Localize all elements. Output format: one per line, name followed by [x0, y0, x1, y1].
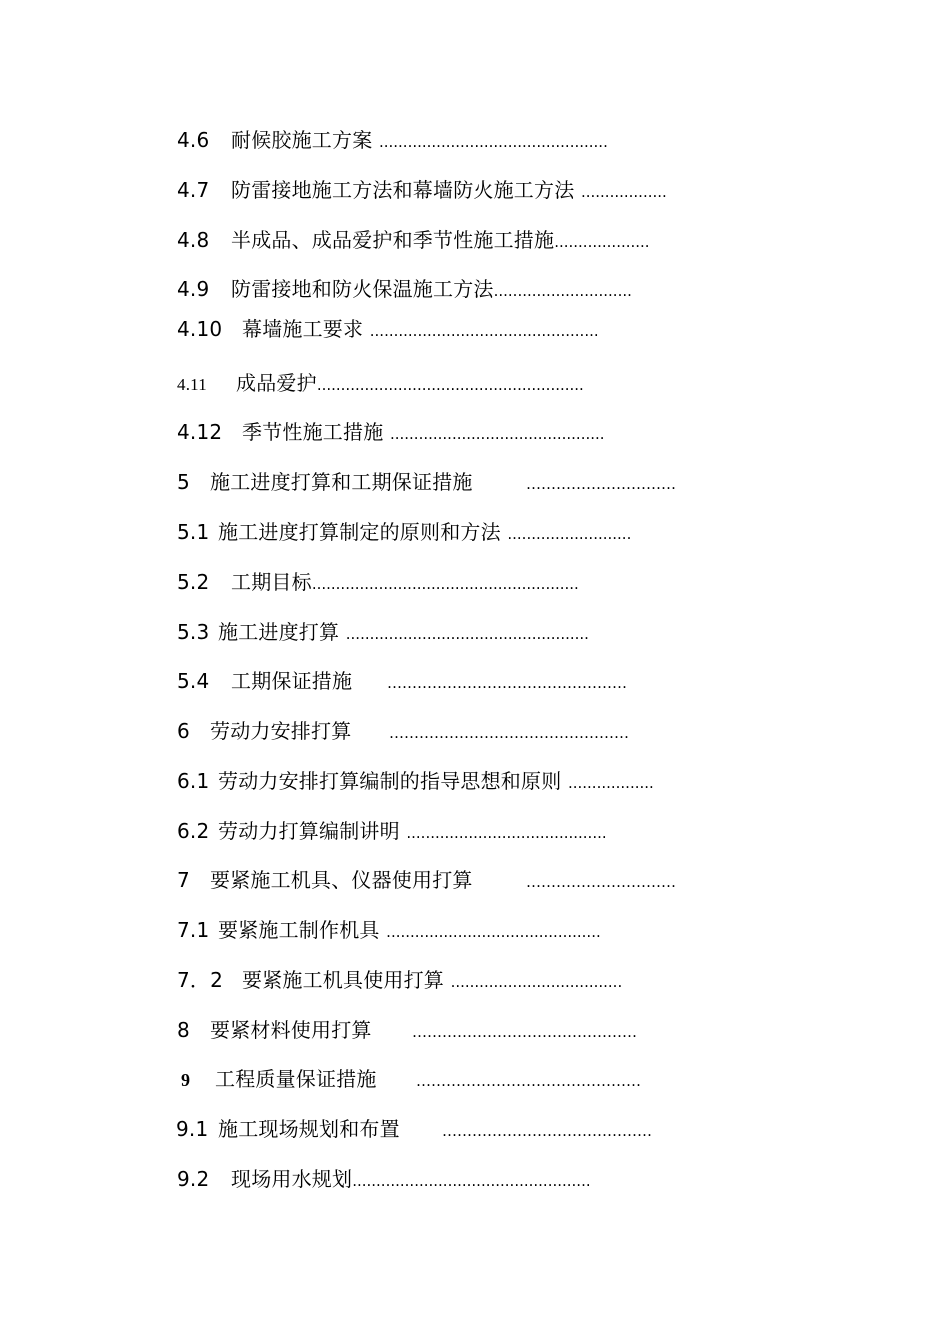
toc-entry-6-2 [177, 818, 607, 846]
toc-leader-dots: ………………………………………… [387, 674, 627, 692]
toc-entry-9-2 [177, 1166, 591, 1194]
toc-entry-8 [177, 1017, 637, 1045]
toc-leader-dots: ........................................................ [311, 575, 579, 593]
toc-title: 施工进度打算制定的原则和方法 [218, 520, 501, 544]
toc-entry-4-8 [177, 227, 650, 255]
toc-number: 4.11 [177, 375, 207, 394]
toc-entry-6 [177, 718, 629, 746]
toc-leader-dots: ……………………………………… [412, 1023, 637, 1041]
toc-entry-4-9 [177, 276, 632, 304]
toc-entry-5-3 [177, 619, 589, 647]
toc-entry-4-12 [177, 419, 605, 447]
toc-entry-7 [177, 867, 676, 895]
toc-number: 4.8 [177, 228, 210, 252]
toc-title: 施工进度打算 [218, 620, 340, 644]
toc-number: 5 [177, 470, 190, 494]
toc-title: 现场用水规划 [231, 1167, 353, 1191]
toc-leader-dots: ................................................ [369, 322, 599, 340]
toc-entry-4-10 [177, 316, 599, 344]
toc-leader-dots: ............................................. [389, 425, 605, 443]
toc-title: 防雷接地施工方法和幕墙防火施工方法 [231, 178, 575, 202]
toc-entry-7-2 [177, 967, 622, 995]
toc-title: 要紧施工机具、仪器使用打算 [210, 868, 473, 892]
toc-leader-dots: ………………………………………… [389, 724, 629, 742]
toc-leader-dots: .......................................... [406, 824, 607, 842]
toc-number: 7．2 [177, 968, 224, 992]
toc-title: 工期目标 [231, 570, 312, 594]
toc-leader-dots: .................. [580, 183, 667, 201]
toc-title: 劳动力打算编制讲明 [218, 819, 400, 843]
toc-leader-dots: ........................................................ [316, 376, 584, 394]
toc-leader-dots: ............................................. [386, 923, 601, 941]
toc-title: 要紧施工制作机具 [218, 918, 380, 942]
toc-leader-dots: ............................. [493, 282, 632, 300]
toc-entry-4-7 [177, 177, 667, 205]
toc-entry-5 [177, 469, 676, 497]
toc-entry-5-1 [177, 519, 631, 547]
toc-title: 施工进度打算和工期保证措施 [210, 470, 473, 494]
toc-title: 季节性施工措施 [242, 420, 384, 444]
toc-title: 工期保证措施 [231, 669, 353, 693]
toc-title: 劳动力安排打算编制的指导思想和原则 [218, 769, 562, 793]
toc-title: 半成品、成品爱护和季节性施工措施 [231, 228, 555, 252]
toc-number: 4.7 [177, 178, 210, 202]
toc-title: 耐候胶施工方案 [231, 128, 373, 152]
toc-title: 防雷接地和防火保温施工方法 [231, 277, 494, 301]
toc-leader-dots: .................. [567, 774, 654, 792]
toc-leader-dots: ................................................... [345, 625, 589, 643]
toc-leader-dots: …………………………………… [442, 1122, 652, 1140]
toc-number: 5.2 [177, 570, 210, 594]
toc-title: 要紧材料使用打算 [210, 1018, 372, 1042]
toc-number: 9.2 [177, 1167, 210, 1191]
toc-leader-dots: ……………………………………… [416, 1072, 641, 1090]
toc-entry-5-4 [177, 668, 627, 696]
toc-title: 劳动力安排打算 [210, 719, 352, 743]
toc-number: 5.1 [177, 520, 210, 544]
toc-number: 6 [177, 719, 190, 743]
toc-entry-4-11 [177, 370, 584, 398]
toc-leader-dots: ………………………… [526, 873, 676, 891]
toc-number: 6.1 [177, 769, 210, 793]
toc-title: 施工现场规划和布置 [218, 1117, 400, 1141]
toc-leader-dots: .................... [554, 233, 650, 251]
toc-number: 4.9 [177, 277, 210, 301]
toc-entry-6-1 [177, 768, 654, 796]
toc-leader-dots: .......................... [507, 525, 632, 543]
toc-title: 工程质量保证措施 [215, 1067, 377, 1091]
toc-entry-7-1 [177, 917, 601, 945]
toc-number: 4.12 [177, 420, 223, 444]
toc-title: 成品爱护 [236, 371, 317, 395]
toc-entry-9-1 [176, 1116, 652, 1144]
toc-leader-dots: .................................................. [352, 1172, 591, 1190]
toc-number: 4.6 [177, 128, 210, 152]
toc-number: 7 [177, 868, 190, 892]
toc-title: 要紧施工机具使用打算 [242, 968, 444, 992]
toc-number: 6.2 [177, 819, 210, 843]
toc-entry-5-2 [177, 569, 579, 597]
toc-leader-dots: ………………………… [526, 475, 676, 493]
toc-entry-9 [177, 1066, 641, 1094]
toc-number: 7.1 [177, 918, 210, 942]
toc-number: 9.1 [176, 1117, 209, 1141]
toc-number: 5.3 [177, 620, 210, 644]
toc-number: 8 [177, 1018, 190, 1042]
toc-entry-4-6 [177, 127, 608, 155]
toc-number: 5.4 [177, 669, 210, 693]
toc-number: 4.10 [177, 317, 223, 341]
toc-title: 幕墙施工要求 [242, 317, 364, 341]
toc-leader-dots: .................................... [450, 973, 623, 991]
toc-leader-dots: ................................................ [378, 133, 608, 151]
toc-number: 9 [181, 1070, 191, 1090]
